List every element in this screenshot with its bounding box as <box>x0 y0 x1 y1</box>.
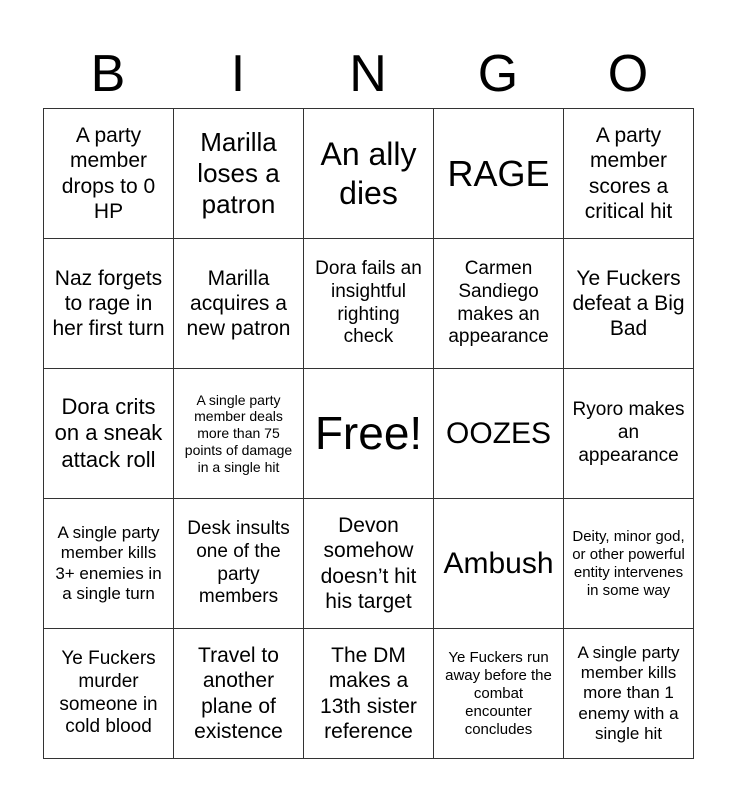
header-letter-b: B <box>90 45 126 103</box>
header-letter-i: I <box>230 45 246 103</box>
bingo-cell[interactable]: Dora crits on a sneak attack roll <box>44 369 174 499</box>
bingo-cell[interactable]: An ally dies <box>304 109 434 239</box>
bingo-cell[interactable]: Ye Fuckers murder someone in cold blood <box>44 629 174 759</box>
bingo-cell[interactable]: OOZES <box>434 369 564 499</box>
bingo-cell[interactable]: A single party member kills more than 1 enemy with a single hit <box>564 629 694 759</box>
bingo-cell[interactable]: RAGE <box>434 109 564 239</box>
bingo-cell[interactable]: Deity, minor god, or other powerful entity intervenes in some way <box>564 499 694 629</box>
board-row <box>44 109 694 239</box>
bingo-cell[interactable]: The DM makes a 13th sister reference <box>304 629 434 759</box>
board-row <box>44 239 694 369</box>
bingo-cell[interactable]: A party member drops to 0 HP <box>44 109 174 239</box>
bingo-board <box>43 108 694 759</box>
bingo-cell[interactable]: Naz forgets to rage in her first turn <box>44 239 174 369</box>
header-letter-g: G <box>477 45 519 103</box>
bingo-cell[interactable]: Marilla loses a patron <box>174 109 304 239</box>
board-row <box>44 499 694 629</box>
bingo-cell[interactable]: Ryoro makes an appearance <box>564 369 694 499</box>
bingo-cell[interactable]: A party member scores a critical hit <box>564 109 694 239</box>
bingo-cell[interactable]: A single party member deals more than 75 points of damage in a single hit <box>174 369 304 499</box>
bingo-cell[interactable]: Marilla acquires a new patron <box>174 239 304 369</box>
free-space[interactable]: Free! <box>304 369 434 499</box>
board-row <box>44 369 694 499</box>
bingo-header <box>43 40 693 108</box>
board-row <box>44 629 694 759</box>
bingo-cell[interactable]: Devon somehow doesn’t hit his target <box>304 499 434 629</box>
bingo-cell[interactable]: Ye Fuckers run away before the combat encounter concludes <box>434 629 564 759</box>
bingo-cell[interactable]: Desk insults one of the party members <box>174 499 304 629</box>
header-letter-n: N <box>349 45 387 103</box>
bingo-cell[interactable]: Dora fails an insightful righting check <box>304 239 434 369</box>
bingo-cell[interactable]: Carmen Sandiego makes an appearance <box>434 239 564 369</box>
bingo-cell[interactable]: A single party member kills 3+ enemies in a single turn <box>44 499 174 629</box>
bingo-cell[interactable]: Ye Fuckers defeat a Big Bad <box>564 239 694 369</box>
header-letter-o: O <box>607 45 649 103</box>
bingo-cell[interactable]: Travel to another plane of existence <box>174 629 304 759</box>
bingo-cell[interactable]: Ambush <box>434 499 564 629</box>
